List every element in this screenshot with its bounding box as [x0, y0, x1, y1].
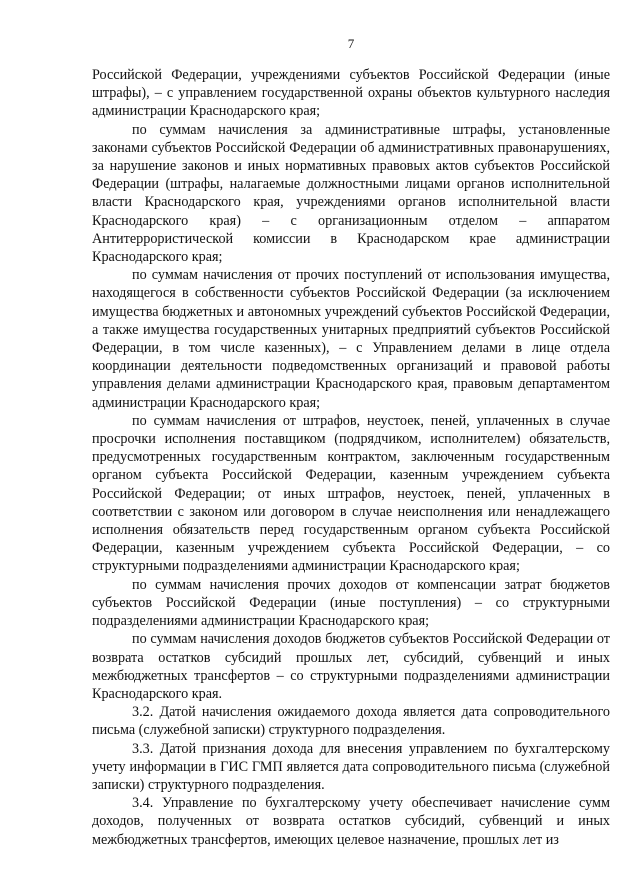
paragraph: 3.3. Датой признания дохода для внесения управлением по бухгалтерскому учету информации в ГИС ГМП является дата сопроводительного письма (служебной записки) структурного подразделения. [92, 740, 610, 793]
paragraph: 3.4. Управление по бухгалтерскому учету обеспечивает начисление сумм доходов, полученных от возврата остатков субсидий, субвенций и иных межбюджетных трансфертов, имеющих целевое назначение, прошлых лет из [92, 795, 610, 848]
paragraph: по суммам начисления доходов бюджетов субъектов Российской Федерации от возврата остатков субсидий прошлых лет, субсидий, субвенций и иных межбюджетных трансфертов – со структурными подразделениями администрации Краснодарского края. [92, 631, 610, 702]
paragraph: по суммам начисления от штрафов, неустоек, пеней, уплаченных в случае просрочки исполнения поставщиком (подрядчиком, исполнителем) обязательств, предусмотренных государственным контрактом, заключенным государственным органом субъекта Российской Федерации, казенным учреждением субъекта Российской Федерации; от иных штрафов, неустоек, пеней, уплаченных в соответствии с законом или договором в случае неисполнения или ненадлежащего исполнения обязательств перед государственным органом субъекта Российской Федерации, казенным учреждением субъекта Российской Федерации, – со структурными подразделениями администрации Краснодарского края; [92, 412, 610, 575]
paragraph: 3.2. Датой начисления ожидаемого дохода является дата сопроводительного письма (служебной записки) структурного подразделения. [92, 704, 610, 739]
paragraph: по суммам начисления за административные штрафы, установленные законами субъектов Российской Федерации об административных правонарушениях, за нарушение законов и иных нормативных правовых актов субъектов Российской Федерации (штрафы, налагаемые должностными лицами органов исполнительной власти Краснодарского края, учреждениями органов исполнительной власти Краснодарского края) – с организационным отделом – аппаратом Антитеррористической комиссии в Краснодарском крае администрации Краснодарского края; [92, 121, 610, 266]
paragraph: по суммам начисления прочих доходов от компенсации затрат бюджетов субъектов Российской Федерации (иные поступления) – со структурными подразделениями администрации Краснодарского края; [92, 576, 610, 630]
paragraph: по суммам начисления от прочих поступлений от использования имущества, находящегося в собственности субъектов Российской Федерации (за исключением имущества бюджетных и автономных учреждений субъектов Российской Федерации, а также имущества государственных унитарных предприятий субъектов Российской Федерации, в том числе казенных), – с Управлением делами в лице отдела координации деятельности подведомственных организаций и правовой работы управления делами администрации Краснодарского края, правовым департаментом администрации Краснодарского края; [92, 267, 610, 411]
paragraph: Российской Федерации, учреждениями субъектов Российской Федерации (иные штрафы), – с управлением государственной охраны объектов культурного наследия администрации Краснодарского края; [92, 67, 610, 120]
page-number: 7 [347, 36, 355, 51]
